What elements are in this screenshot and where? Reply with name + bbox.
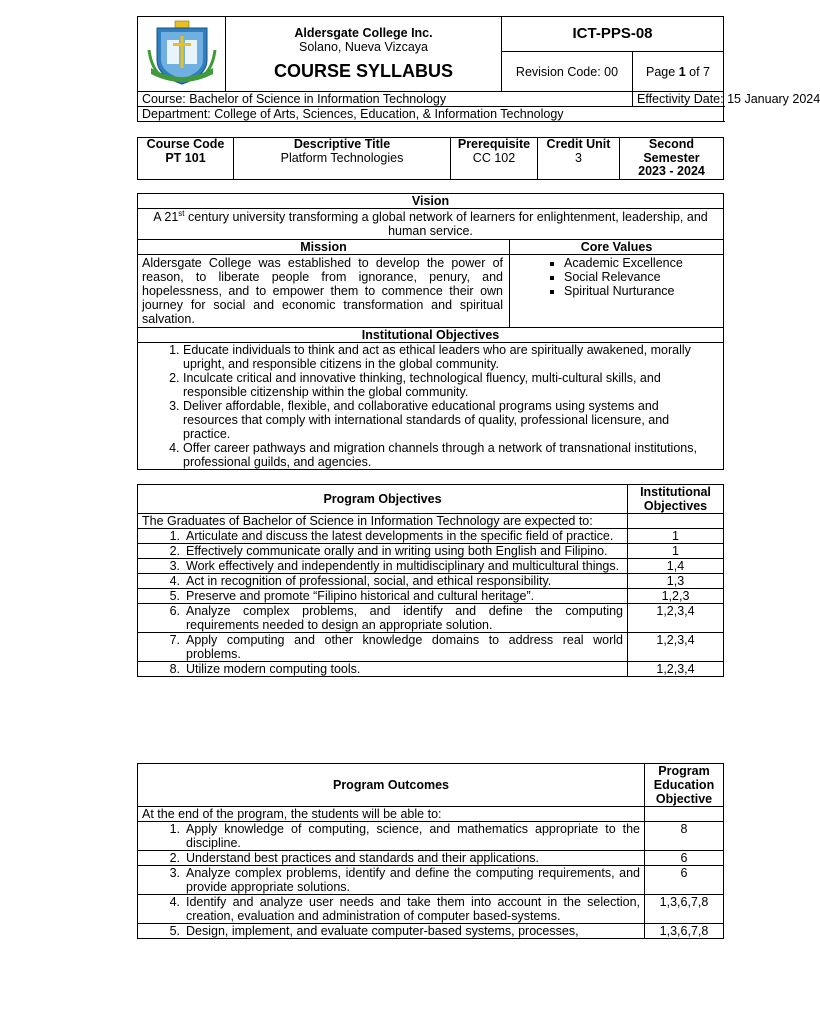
table-row (138, 924, 724, 939)
row-reference: 1 (628, 544, 724, 559)
semester-cell: Second Semester 2023 - 2024 (620, 138, 724, 180)
row-reference: 1,2,3,4 (628, 604, 724, 633)
row-reference: 6 (645, 866, 724, 895)
program-objectives-heading: Program Objectives (138, 485, 628, 514)
course-info-table (137, 137, 724, 180)
row-text-cell (138, 589, 628, 604)
row-reference: 1,2,3 (628, 589, 724, 604)
credit-unit-cell: Credit Unit 3 (538, 138, 620, 180)
descriptive-title-cell: Descriptive Title Platform Technologies (234, 138, 451, 180)
program-objectives-intro: The Graduates of Bachelor of Science in Information Technology are expected to: (138, 514, 628, 529)
core-values-list (514, 256, 719, 298)
empty-cell (628, 514, 724, 529)
mission-text: Aldersgate College was established to develop the power of reason, to liberate people from ignorance, penury, and hopelessness, and to empower them to commence their own journey for social and economic transformation and spiritual salvation. (138, 255, 510, 328)
document-code: ICT-PPS-08 (502, 17, 724, 52)
list-item: 3. Deliver affordable, flexible, and collaborative educational programs using systems and resources that comply with international standards of quality, professional licensure, and practice. (183, 399, 703, 441)
vision-mission-table (137, 193, 724, 470)
row-reference: 8 (645, 822, 724, 851)
row-reference: 1,3,6,7,8 (645, 924, 724, 939)
row-reference: 1,2,3,4 (628, 662, 724, 677)
row-number: 4. (169, 895, 180, 909)
table-row (138, 822, 724, 851)
row-number: 2. (169, 544, 180, 558)
row-text-cell (138, 866, 645, 895)
row-text: Act in recognition of professional, social, and ethical responsibility. (186, 574, 552, 588)
row-reference: 1,2,3,4 (628, 633, 724, 662)
row-number: 4. (169, 574, 180, 588)
course-program: Course: Bachelor of Science in Information Technology (138, 92, 633, 107)
row-text: Work effectively and independently in multidisciplinary and multicultural things. (186, 559, 620, 573)
row-number: 5. (169, 924, 180, 938)
revision-code: Revision Code: 00 (502, 52, 633, 92)
row-number: 2. (169, 851, 180, 865)
row-reference: 6 (645, 851, 724, 866)
row-text-cell (138, 633, 628, 662)
core-values-heading: Core Values (510, 240, 724, 255)
row-number: 1. (169, 822, 180, 836)
row-text-cell (138, 662, 628, 677)
row-number: 5. (169, 589, 180, 603)
row-text: Design, implement, and evaluate computer-based systems, processes, (186, 924, 579, 938)
list-item: 4. Offer career pathways and migration channels through a network of transnational institutions, professional guilds, and agencies. (183, 441, 703, 469)
row-text: Effectively communicate orally and in writing using both English and Filipino. (186, 544, 608, 558)
row-number: 3. (169, 866, 180, 880)
college-logo-cell (138, 17, 226, 92)
core-values-list-cell (510, 255, 724, 328)
row-text: Apply computing and other knowledge domains to address real world problems. (186, 633, 623, 661)
document-header (137, 16, 820, 122)
row-number: 7. (169, 633, 180, 647)
list-item: 1. Educate individuals to think and act as ethical leaders who are spiritually awakened, morally upright, and responsible citizens in the global community. (183, 343, 703, 371)
row-text-cell (138, 529, 628, 544)
table-row (138, 662, 724, 677)
row-text-cell (138, 851, 645, 866)
row-reference: 1,4 (628, 559, 724, 574)
table-row (138, 574, 724, 589)
college-title-cell (226, 17, 502, 92)
prerequisite-cell: Prerequisite CC 102 (451, 138, 538, 180)
institutional-objectives-cell (138, 343, 724, 470)
table-row (138, 895, 724, 924)
document-title: COURSE SYLLABUS (273, 61, 453, 81)
course-code-cell: Course Code PT 101 (138, 138, 234, 180)
row-text-cell (138, 924, 645, 939)
row-text-cell (138, 822, 645, 851)
program-outcomes-heading: Program Outcomes (138, 764, 645, 807)
program-outcomes-rows (138, 822, 724, 939)
list-item: ▪ Academic Excellence (564, 256, 719, 270)
list-item: ▪ Spiritual Nurturance (564, 284, 719, 298)
row-text: Preserve and promote “Filipino historical and cultural heritage”. (186, 589, 535, 603)
table-row (138, 544, 724, 559)
table-row (138, 851, 724, 866)
effectivity-date: Effectivity Date: 15 January 2024 (633, 92, 724, 107)
institutional-objectives-list (138, 343, 703, 469)
row-reference: 1,3 (628, 574, 724, 589)
row-number: 6. (169, 604, 180, 618)
table-row (138, 559, 724, 574)
row-text: Analyze complex problems, identify and define the computing requirements, and provide appropriate solutions. (186, 866, 640, 894)
college-name: Aldersgate College Inc. (294, 26, 433, 40)
table-row (138, 633, 724, 662)
row-text-cell (138, 544, 628, 559)
department: Department: College of Arts, Sciences, Education, & Information Technology (138, 107, 724, 122)
row-text: Understand best practices and standards and their applications. (186, 851, 539, 865)
program-education-objective-heading: Program Education Objective (645, 764, 724, 807)
vision-heading: Vision (138, 194, 724, 209)
table-row (138, 529, 724, 544)
row-reference: 1,3,6,7,8 (645, 895, 724, 924)
row-number: 1. (169, 529, 180, 543)
mission-heading: Mission (138, 240, 510, 255)
row-text: Apply knowledge of computing, science, and mathematics appropriate to the discipline. (186, 822, 640, 850)
row-text: Analyze complex problems, and identify and define the computing requirements needed to design an appropriate solution. (186, 604, 623, 632)
row-text-cell (138, 604, 628, 633)
vision-text: A 21st century university transforming a global network of learners for enlightenment, leadership, and human service. (138, 209, 724, 240)
table-row (138, 866, 724, 895)
program-outcomes-table (137, 763, 724, 939)
list-item: 2. Inculcate critical and innovative thinking, technological fluency, multi-cultural skills, and responsible citizenship within the global community. (183, 371, 703, 399)
row-number: 8. (169, 662, 180, 676)
row-text-cell (138, 895, 645, 924)
table-row (138, 589, 724, 604)
empty-cell (645, 807, 724, 822)
college-seal-icon (147, 20, 217, 86)
institutional-objectives-heading: Institutional Objectives (138, 328, 724, 343)
college-location: Solano, Nueva Vizcaya (298, 40, 429, 54)
row-reference: 1 (628, 529, 724, 544)
row-text-cell (138, 574, 628, 589)
table-row (138, 604, 724, 633)
row-text-cell (138, 559, 628, 574)
row-text: Identify and analyze user needs and take them into account in the selection, creation, evaluation and administration of computer based-systems. (186, 895, 640, 923)
program-objectives-rows (138, 529, 724, 677)
program-objectives-table (137, 484, 724, 677)
list-item: ▪ Social Relevance (564, 270, 719, 284)
institutional-objectives-col-heading: Institutional Objectives (628, 485, 724, 514)
program-outcomes-intro: At the end of the program, the students will be able to: (138, 807, 645, 822)
row-text: Articulate and discuss the latest developments in the specific field of practice. (186, 529, 614, 543)
page-number: Page 1 of 7 (633, 52, 724, 92)
row-text: Utilize modern computing tools. (186, 662, 361, 676)
row-number: 3. (169, 559, 180, 573)
